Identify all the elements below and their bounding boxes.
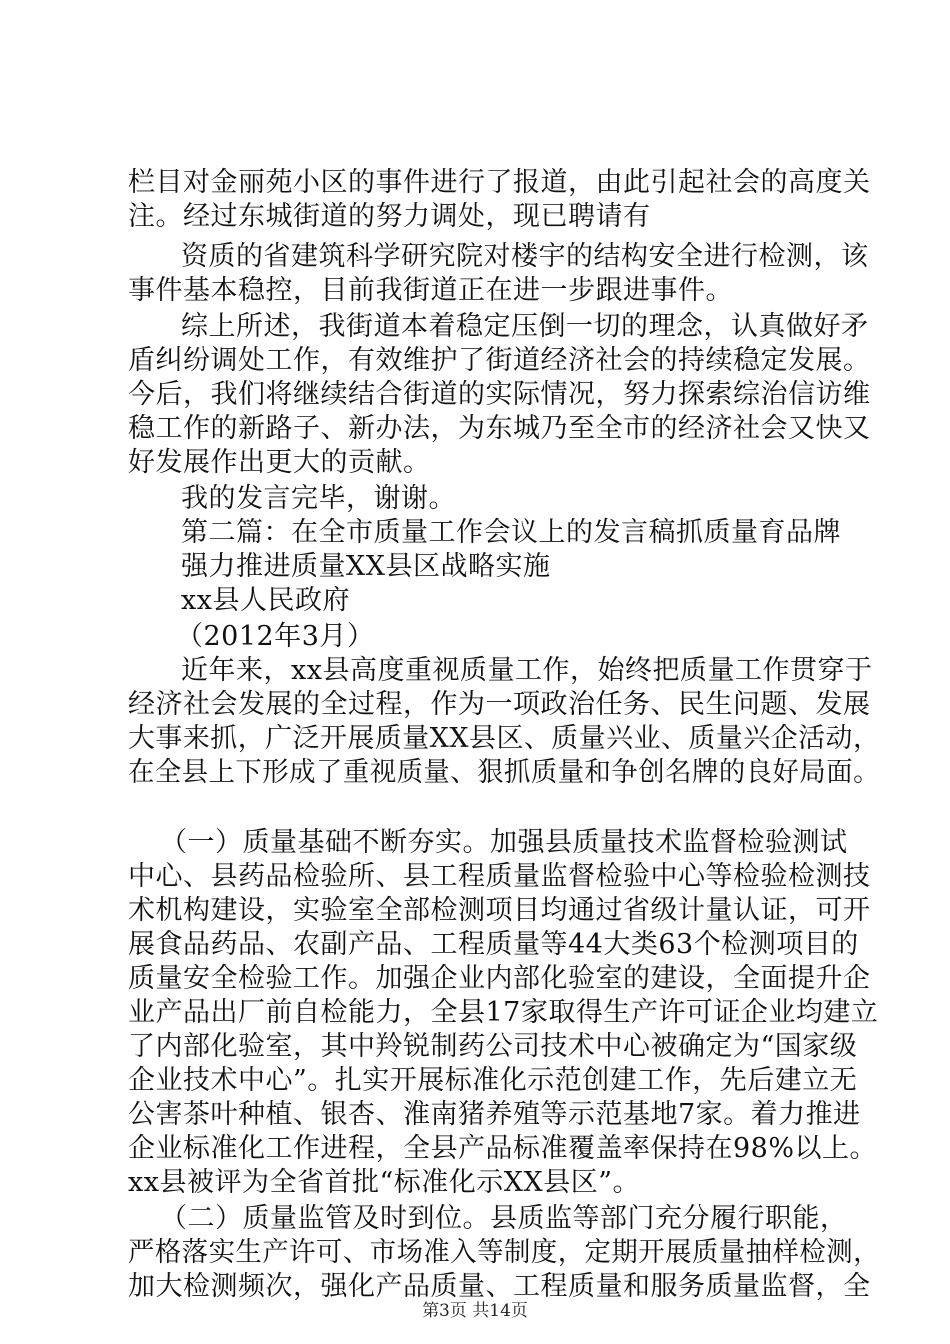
text-line: 注。经过东城街道的努力调处，现已聘请有	[128, 201, 651, 232]
text-line: 稳工作的新路子、新办法，为东城乃至全市的经济社会又快又	[128, 413, 871, 444]
text-line: xx县被评为全省首批“标准化示XX县区”。	[128, 1167, 641, 1198]
text-line: 栏目对金丽苑小区的事件进行了报道，由此引起社会的高度关	[128, 167, 871, 198]
date-line: （2012年3月）	[176, 621, 375, 652]
text-line: 我的发言完毕，谢谢。	[181, 483, 456, 514]
text-line: 在全县上下形成了重视质量、狠抓质量和争创名牌的良好局面。	[128, 757, 880, 788]
text-line: 加大检测频次，强化产品质量、工程质量和服务质量监督，全	[128, 1271, 871, 1302]
text-line: 企业技术中心”。扎实开展标准化示范创建工作，先后建立无	[128, 1065, 858, 1096]
text-line: 展食品药品、农副产品、工程质量等44大类63个检测项目的	[128, 929, 859, 960]
text-line: 资质的省建筑科学研究院对楼宇的结构安全进行检测，该	[181, 241, 869, 272]
text-line: 盾纠纷调处工作，有效维护了街道经济社会的持续稳定发展。	[128, 345, 871, 376]
text-line: 今后，我们将继续结合街道的实际情况，努力探索综治信访维	[128, 379, 871, 410]
text-line: 综上所述，我街道本着稳定压倒一切的理念，认真做好矛	[181, 311, 869, 342]
text-line: （一）质量基础不断夯实。加强县质量技术监督检验测试	[160, 827, 848, 858]
text-line: 近年来，xx县高度重视质量工作，始终把质量工作贯穿于	[181, 655, 873, 686]
text-line: 大事来抓，广泛开展质量XX县区、质量兴业、质量兴企活动，	[128, 723, 881, 754]
text-line: 事件基本稳控，目前我街道正在进一步跟进事件。	[128, 275, 733, 306]
issuer-line: xx县人民政府	[181, 585, 350, 616]
text-line: 企业标准化工作进程，全县产品标准覆盖率保持在98%以上。	[128, 1133, 878, 1164]
section-subtitle: 强力推进质量XX县区战略实施	[181, 551, 551, 582]
text-line: 公害茶叶种植、银杏、淮南猪养殖等示范基地7家。着力推进	[128, 1099, 861, 1130]
text-line: 中心、县药品检验所、县工程质量监督检验中心等检验检测技	[128, 861, 871, 892]
text-line: 好发展作出更大的贡献。	[128, 447, 431, 478]
text-line: 质量安全检验工作。加强企业内部化验室的建设，全面提升企	[128, 963, 871, 994]
text-line: 术机构建设，实验室全部检测项目均通过省级计量认证，可开	[128, 895, 871, 926]
text-line: （二）质量监管及时到位。县质监等部门充分履行职能，	[160, 1203, 848, 1234]
text-line: 业产品出厂前自检能力，全县17家取得生产许可证企业均建立	[128, 997, 879, 1028]
page-footer: 第3页 共14页	[422, 1301, 528, 1321]
section-heading: 第二篇：在全市质量工作会议上的发言稿抓质量育品牌	[181, 517, 841, 548]
text-line: 了内部化验室，其中羚锐制药公司技术中心被确定为“国家级	[128, 1031, 858, 1062]
text-line: 经济社会发展的全过程，作为一项政治任务、民生问题、发展	[128, 689, 871, 720]
text-line: 严格落实生产许可、市场准入等制度，定期开展质量抽样检测，	[128, 1237, 880, 1268]
